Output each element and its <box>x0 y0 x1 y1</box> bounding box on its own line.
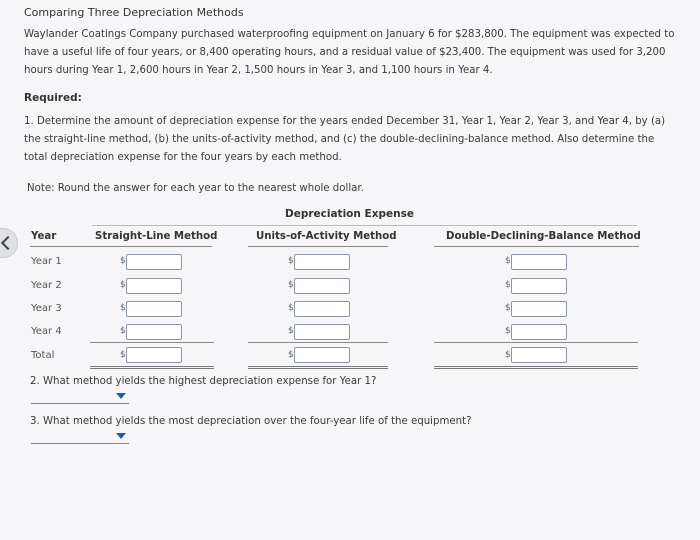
subtotal-rule-units <box>248 342 388 343</box>
currency-symbol: $ <box>288 326 294 336</box>
rounding-note: Note: Round the answer for each year to the nearest whole dollar. <box>27 183 364 194</box>
column-header-units-of-activity: Units-of-Activity Method <box>256 231 397 242</box>
caret-down-icon <box>116 433 126 439</box>
currency-symbol: $ <box>120 350 126 360</box>
depreciation-expense-header: Depreciation Expense <box>285 208 414 220</box>
column-header-year: Year <box>31 231 57 242</box>
straight-line-year-2-input[interactable] <box>126 278 182 294</box>
ddb-year-4-input[interactable] <box>511 324 567 340</box>
total-rule-ddb <box>434 366 638 371</box>
question-2: 2. What method yields the highest depreciation expense for Year 1? <box>30 376 377 387</box>
currency-symbol: $ <box>505 326 511 336</box>
column-header-straight-line: Straight-Line Method <box>95 231 218 242</box>
straight-line-year-4-input[interactable] <box>126 324 182 340</box>
column-header-double-declining: Double-Declining-Balance Method <box>446 231 641 242</box>
caret-down-icon <box>116 393 126 399</box>
row-label-year-2: Year 2 <box>31 280 62 291</box>
currency-symbol: $ <box>288 256 294 266</box>
currency-symbol: $ <box>505 303 511 313</box>
row-label-year-1: Year 1 <box>31 256 62 267</box>
header-rule-right <box>434 246 639 247</box>
straight-line-total-input[interactable] <box>126 347 182 363</box>
required-label: Required: <box>24 92 82 104</box>
total-rule-straight-line <box>90 366 214 371</box>
currency-symbol: $ <box>288 350 294 360</box>
ddb-year-1-input[interactable] <box>511 254 567 270</box>
units-year-1-input[interactable] <box>294 254 350 270</box>
currency-symbol: $ <box>120 280 126 290</box>
units-total-input[interactable] <box>294 347 350 363</box>
group-header-rule <box>92 225 637 226</box>
currency-symbol: $ <box>505 280 511 290</box>
units-year-2-input[interactable] <box>294 278 350 294</box>
question-1: 1. Determine the amount of depreciation expense for the years ended December 31, Year 1, Year 2, Year 3, and Year 4, by (a) the straight-line method, (b) the units-of-activity method, and (c) the double-declining-balance method. Also determine the total depreciation expense for the four years by each method. <box>24 116 666 163</box>
page-title: Comparing Three Depreciation Methods <box>24 6 244 19</box>
currency-symbol: $ <box>120 256 126 266</box>
currency-symbol: $ <box>288 280 294 290</box>
row-label-total: Total <box>31 350 55 361</box>
question-3-dropdown[interactable] <box>31 431 129 444</box>
question-3: 3. What method yields the most depreciation over the four-year life of the equipment? <box>30 416 472 427</box>
currency-symbol: $ <box>505 256 511 266</box>
currency-symbol: $ <box>120 326 126 336</box>
subtotal-rule-straight-line <box>90 342 214 343</box>
row-label-year-4: Year 4 <box>31 326 62 337</box>
currency-symbol: $ <box>120 303 126 313</box>
ddb-year-3-input[interactable] <box>511 301 567 317</box>
subtotal-rule-ddb <box>434 342 638 343</box>
question-2-dropdown[interactable] <box>31 391 129 404</box>
ddb-total-input[interactable] <box>511 347 567 363</box>
straight-line-year-3-input[interactable] <box>126 301 182 317</box>
row-label-year-3: Year 3 <box>31 303 62 314</box>
units-year-4-input[interactable] <box>294 324 350 340</box>
straight-line-year-1-input[interactable] <box>126 254 182 270</box>
header-rule-left <box>30 246 212 247</box>
currency-symbol: $ <box>288 303 294 313</box>
units-year-3-input[interactable] <box>294 301 350 317</box>
ddb-year-2-input[interactable] <box>511 278 567 294</box>
header-rule-middle <box>248 246 388 247</box>
problem-intro: Waylander Coatings Company purchased waterproofing equipment on January 6 for $283,800. The equipment was expected to have a useful life of four years, or 8,400 operating hours, and a residual value of $23,400. The equipment was used for 3,200 hours during Year 1, 2,600 hours in Year 2, 1,500 hours in Year 3, and 1,100 hours in Year 4. <box>24 29 675 76</box>
currency-symbol: $ <box>505 350 511 360</box>
chevron-left-icon[interactable] <box>0 228 18 258</box>
total-rule-units <box>248 366 388 371</box>
